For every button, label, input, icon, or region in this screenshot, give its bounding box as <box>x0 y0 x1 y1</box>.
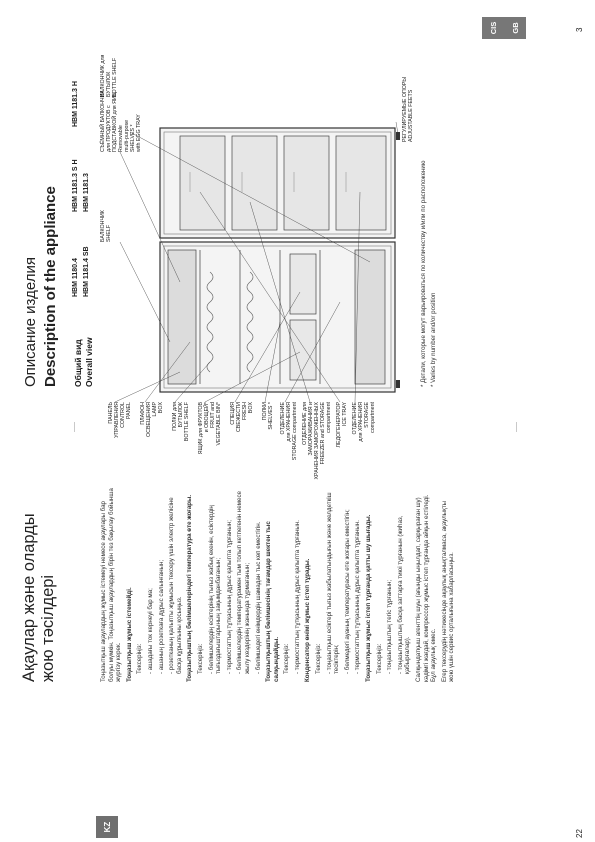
paragraph: - тоңазытқыш есіктері тығыз жабылатындығын және желдеткіш тесіктерін; <box>325 492 341 674</box>
label-storage-compartment-1: ОТДЕЛЕНИЕ для ХРАНЕНИЯ STORAGE compartment <box>280 402 298 461</box>
paragraph: - розетканың қалыпты жұмысын тексеру үшін электр желісіне басқа құрылғыны қосыңыз. <box>168 497 183 674</box>
title-line-2: жою тәсілдері <box>39 574 57 682</box>
paragraph: - термостаттың тұтқасының дұрыс қалыпта тұрғанын. <box>354 520 362 674</box>
language-badge-gb: GB <box>504 17 526 39</box>
paragraph: Тексеріңіз: <box>196 643 204 674</box>
page-number-right: 3 <box>575 27 584 32</box>
paragraph: - ашадағы ток кернеуі бар ма; <box>146 588 154 674</box>
page-title-kz <box>20 422 58 682</box>
model-label: HBM 1181.3 <box>83 173 90 212</box>
paragraph: Тоңазытқыш ақаулардың жұмыс істемеуі немесе ақаулары бар болуы мүмкін. Тоңазытқыш ақаулардың бірін тез бақылау бойынша жүргізу керек. <box>100 488 123 682</box>
paragraph: - термостаттың тұтқасының дұрыс қалыпта тұрғанын. <box>293 520 301 674</box>
label-fresh-box: СПЕЦИЯ СВЕЖЕСТИ FRESH BOX <box>230 402 254 433</box>
appliance-diagram <box>100 102 400 402</box>
paragraph: - бөлімшелердің есіктерінің тығыз жабық екенін, есіктердің тығыздағыштарының зақымданбағанын; <box>207 505 223 674</box>
paragraph: - бөлімшедегі өнімдердің шамадан тыс көп еместігін. <box>254 521 262 674</box>
model-label: HBM 1181.3 S H <box>72 159 79 212</box>
paragraph: Тексеріңіз: <box>375 643 383 674</box>
paragraph: - тоңазытқыштың тегіс тұрғанын; <box>386 579 394 674</box>
paragraph: Салқындатқыш агенттің шуы (ағынды ыңылдап, сарқыраған шу) кәдімгі жағдай, компрессор жұмыс істеп тұрғанда айқын естіледі. Бұл ақаулық емес. <box>415 494 438 682</box>
paragraph: Тексеріңіз: <box>136 643 144 674</box>
title-line-1: Ақаулар және оларды <box>20 513 38 682</box>
paragraph: Тексеріңіз: <box>315 643 323 674</box>
paragraph: - бөлмедегі ауаның температурасы өте жоғары еместігін; <box>343 509 351 674</box>
crop-mark <box>516 422 517 432</box>
label-control-panel: ПАНЕЛЬ УПРАВЛЕНИЯ CONTROL PANEL <box>108 402 132 438</box>
model-label: HBM 1181.4 SB <box>83 246 90 297</box>
paragraph: Тексеріңіз: <box>283 643 291 674</box>
section-heading: Конденсатор өнімі жұмыс істеп тұрады. <box>304 558 312 682</box>
label-shelves: ПОЛКИ SHELVES * <box>262 402 274 430</box>
language-badge-kz: KZ <box>96 816 118 838</box>
label-storage-compartment-2: ОТДЕЛЕНИЕ для ХРАНЕНИЯ STORAGE compartment <box>352 402 376 442</box>
paragraph: - термостаттың тұтқасының дұрыс қалыпта тұрғанын; <box>225 520 233 674</box>
label-bottle-shelf-left: ПОЛКИ для БУТЫЛОК BOTTLE SHELF <box>172 402 190 442</box>
model-label: HBM 1181.3 H <box>72 81 79 127</box>
model-label: HBM 1180.4 <box>72 258 79 297</box>
title-ru: Описание изделия <box>22 257 39 387</box>
footnote-ru: * Детали, которые могут варьироваться по количеству и/или по расположению <box>420 160 427 387</box>
footnote-en: * Varies by number and/or position <box>430 292 437 387</box>
crop-mark <box>74 422 75 432</box>
paragraph: - бөлімшелердің температурамен тым толып кетпегенін немесе жылу көздерінің жанында тұрмағанын; <box>236 491 251 674</box>
section-heading: Тоңазытқыш жұмыс істеп тұрғанда қатты шу шығады. <box>365 514 373 682</box>
section-heading: Тоңазытқыштың бөлімшелеріндегі температура өте жоғары. <box>186 494 194 682</box>
label-lamp-box: ПЛАФОН ОСВЕЩЕНИЯ LAMP BOX <box>140 402 164 437</box>
label-vegetable-bin: ЯЩИК для ФРУКТОВ и ОВОЩЕЙ* FRUIT and VEGETABLE BIN* <box>198 402 222 455</box>
label-freezer-compartment: ОТДЕЛЕНИЕ для ЗАМОРАЖИВАНИЯ и ХРАНЕНИЯ ЗАМОРОЖЕННЫХ FREEZER and STORAGE compartment <box>302 402 332 480</box>
troubleshooting-text <box>100 487 459 682</box>
label-bottle-shelf-right: БАЛКОНЧИК для БУТЫЛОК BOTTLE SHELF <box>100 54 118 97</box>
overall-view-ru: Общий вид <box>73 339 83 387</box>
section-heading: Тоңазытқыштың бөлімшесінің тағамдар шектен тыс салқындайды. <box>265 521 280 682</box>
paragraph: - ашаның розеткаға дұрыс салынғанын; <box>157 559 165 674</box>
label-removable-shelves: СЪЁМНЫЙ БАЛКОНЧИК для ПРОДУКТОВ с ПОДСТАВКОЙ для ЯИЦ Removable multi-purpose SHELVES * with EGG TRAY <box>100 90 142 152</box>
section-heading: Тоңазытқыш жұмыс істемейді. <box>125 587 133 682</box>
language-badge-cis: CIS <box>482 17 504 39</box>
label-ice-tray: ЛЕДОГЕНЕРАТОР ICE TRAY <box>336 402 348 448</box>
label-shelf: БАЛКОНЧИК SHELF <box>100 210 112 242</box>
title-en: Description of the appliance <box>42 186 59 387</box>
paragraph: - тоңазытқыштың басқа заттарға тиюі тұрғанын (жиһаз, қабырғалар). <box>396 515 412 674</box>
paragraph: Егер тексерудің нәтижесінде ақаулық анықталмаса, ақаулықты жою үшін сервис орталығына хабарласыңыз. <box>440 500 456 682</box>
overall-view-en: Overall view <box>84 337 94 387</box>
label-adjustable-feet: РЕГУЛИРУЕМЫЕ ОПОРЫ ADJUSTABLE FEETS <box>402 76 414 142</box>
page-number-left: 22 <box>575 829 584 838</box>
